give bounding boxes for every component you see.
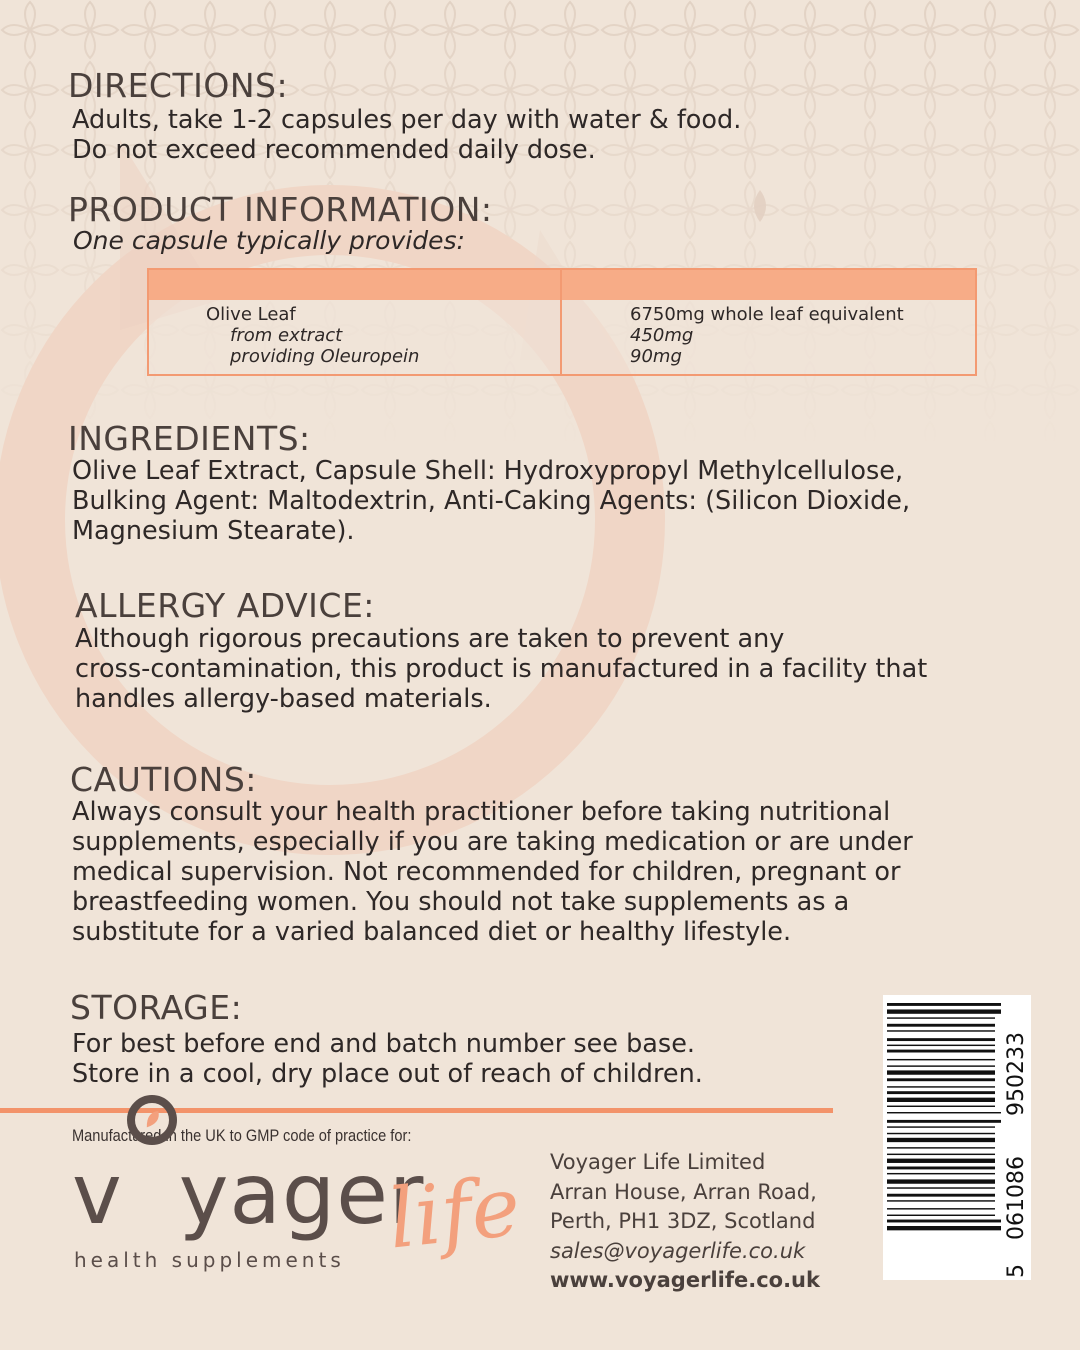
barcode-graphic (883, 995, 1031, 1280)
barcode-bar (887, 1098, 995, 1102)
directions-text (72, 105, 741, 165)
storage-line: Store in a cool, dry place out of reach of children. (72, 1059, 703, 1089)
logo-letters: yager (178, 1145, 425, 1243)
nutrition-table-ingredient-column (149, 270, 562, 374)
barcode-bar (887, 1133, 995, 1134)
ingredients-text (72, 456, 910, 546)
barcode-bar (887, 1167, 995, 1170)
barcode-bar (887, 1126, 995, 1127)
barcode-bar (887, 1086, 995, 1087)
directions-line: Adults, take 1-2 capsules per day with water & food. (72, 105, 742, 135)
barcode-bar (887, 1173, 995, 1174)
barcode-bar (887, 1120, 1001, 1123)
barcode-bar (887, 1226, 1001, 1230)
barcode-bar (887, 1215, 995, 1216)
cautions-line: Always consult your health practitioner before taking nutritional (72, 797, 891, 827)
nutrition-table-ingredient-cell (149, 300, 560, 367)
nutrition-table-header (562, 270, 975, 300)
barcode-bar (887, 1091, 995, 1094)
barcode-bar (887, 1138, 995, 1142)
voyager-life-logo (72, 1145, 525, 1285)
directions-heading: DIRECTIONS: (68, 66, 289, 105)
barcode-bar (887, 1024, 995, 1027)
barcode-bar (887, 1050, 995, 1053)
logo-script: life (384, 1159, 525, 1268)
directions-line: Do not exceed recommended daily dose. (72, 135, 596, 165)
cautions-line: substitute for a varied balanced diet or healthy lifestyle. (72, 917, 792, 947)
barcode-bar (887, 1045, 995, 1046)
barcode (883, 995, 1031, 1280)
cautions-heading: CAUTIONS: (70, 760, 257, 799)
ingredients-line: Bulking Agent: Maltodextrin, Anti-Caking Agents: (Silicon Dioxide, (72, 486, 911, 516)
allergy-advice-line: Although rigorous precautions are taken to prevent any (75, 624, 785, 654)
product-information-subtitle: One capsule typically provides: (73, 226, 465, 255)
logo-wordmark (72, 1145, 424, 1243)
ingredient-amount-sub: 90mg (630, 346, 682, 367)
allergy-advice-line: cross-contamination, this product is manufactured in a facility that (75, 654, 928, 684)
ingredient-amount-sub: 450mg (630, 325, 694, 346)
barcode-digits-group2: 950233 (1004, 1032, 1029, 1116)
cautions-line: medical supervision. Not recommended for children, pregnant or (72, 857, 901, 887)
address-line: Arran House, Arran Road, (550, 1179, 817, 1204)
ingredient-name: Olive Leaf (206, 304, 296, 325)
barcode-bar (887, 1065, 995, 1066)
ingredient-sub: providing Oleuropein (230, 346, 420, 367)
barcode-bar (887, 1220, 1001, 1223)
barcode-bars (887, 1003, 1001, 1230)
logo-o-leaf-icon (123, 1145, 179, 1243)
allergy-advice-line: handles allergy-based materials. (75, 684, 492, 714)
barcode-bar (887, 1017, 995, 1018)
ingredients-heading: INGREDIENTS: (68, 419, 311, 458)
cautions-line: supplements, especially if you are taking medication or are under (72, 827, 913, 857)
ingredients-line: Magnesium Stearate). (72, 516, 355, 546)
barcode-first-digit: 5 (1004, 1264, 1029, 1278)
nutrition-table-header (149, 270, 560, 300)
barcode-bar (887, 1194, 995, 1197)
ingredient-sub: from extract (230, 325, 343, 346)
barcode-bar (887, 1038, 995, 1041)
company-address (550, 1148, 820, 1296)
barcode-bar (887, 1154, 995, 1155)
logo-letter-v: v (72, 1145, 123, 1243)
barcode-bar (887, 1070, 995, 1074)
cautions-text (72, 797, 913, 947)
address-line: Perth, PH1 3DZ, Scotland (550, 1209, 816, 1233)
storage-text (72, 1029, 703, 1089)
barcode-bar (887, 1106, 995, 1107)
company-name: Voyager Life Limited (550, 1150, 766, 1174)
nutrition-table-amount-column (562, 270, 975, 374)
logo-tagline: health supplements (74, 1248, 345, 1272)
barcode-bar (887, 1187, 995, 1188)
barcode-bar (887, 1159, 995, 1163)
barcode-bar (887, 1208, 995, 1209)
barcode-bar (887, 1147, 995, 1148)
company-website[interactable]: www.voyagerlife.co.uk (550, 1268, 820, 1292)
product-information-heading: PRODUCT INFORMATION: (68, 190, 493, 229)
storage-line: For best before end and batch number see base. (72, 1029, 695, 1059)
storage-heading: STORAGE: (70, 988, 243, 1027)
barcode-bar (887, 1030, 995, 1031)
ingredient-amount: 6750mg whole leaf equivalent (630, 304, 904, 325)
nutrition-table-amount-cell (562, 300, 975, 367)
barcode-bar (887, 1179, 995, 1183)
barcode-bar (887, 1003, 1001, 1006)
barcode-bar (887, 1009, 1001, 1013)
barcode-bar (887, 1112, 1001, 1113)
cautions-line: breastfeeding women. You should not take supplements as a (72, 887, 850, 917)
barcode-bar (887, 1200, 995, 1201)
allergy-advice-heading: ALLERGY ADVICE: (75, 586, 375, 625)
nutrition-table (147, 268, 977, 376)
company-email[interactable]: sales@voyagerlife.co.uk (550, 1238, 806, 1263)
barcode-bar (887, 1078, 995, 1081)
ingredients-line: Olive Leaf Extract, Capsule Shell: Hydroxypropyl Methylcellulose, (72, 456, 904, 486)
manufactured-statement: Manufactured in the UK to GMP code of practice for: (72, 1126, 412, 1145)
barcode-digits-group1: 061086 (1004, 1156, 1029, 1240)
barcode-bar (887, 1059, 995, 1060)
allergy-advice-text (75, 624, 927, 714)
